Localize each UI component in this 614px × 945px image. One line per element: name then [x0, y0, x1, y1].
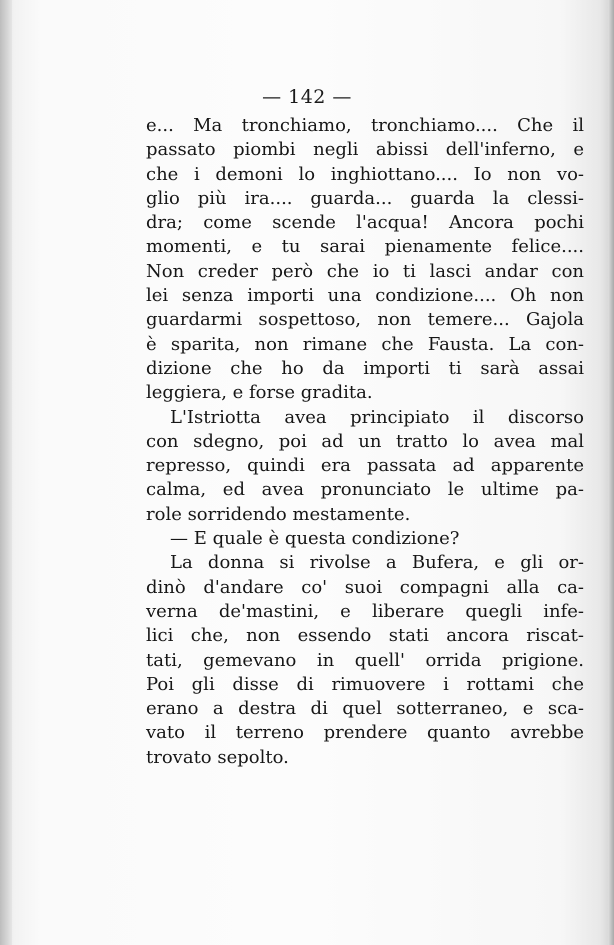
text-line: con sdegno, poi ad un tratto lo avea mal	[146, 430, 584, 452]
text-line: dra; come scende l'acqua! Ancora pochi	[146, 212, 584, 234]
text-line: passato piombi negli abissi dell'inferno, e	[146, 139, 584, 161]
text-line: lei senza importi una condizione.... Oh non	[146, 285, 584, 307]
text-line: verna de'mastini, e liberare quegli infe-	[146, 600, 584, 622]
body-text	[146, 114, 584, 770]
text-line: lici che, non essendo stati ancora riscat-	[146, 625, 584, 647]
text-line: erano a destra di quel sotterraneo, e sca-	[146, 698, 584, 720]
page-gutter-shadow	[0, 0, 12, 945]
text-line: dizione che ho da importi ti sarà assai	[146, 357, 584, 379]
text-line: glio più ira.... guarda... guarda la clessi-	[146, 187, 584, 209]
text-line: — E quale è questa condizione?	[170, 528, 460, 550]
text-line: momenti, e tu sarai pienamente felice....	[146, 236, 584, 258]
text-line: è sparita, non rimane che Fausta. La con-	[146, 333, 584, 355]
text-line: L'Istriotta avea principiato il discorso	[170, 406, 584, 428]
text-line: Poi gli disse di rimuovere i rottami che	[146, 673, 584, 695]
page-edge-shadow	[608, 0, 614, 945]
text-line: Non creder però che io ti lasci andar con	[146, 260, 584, 282]
text-line: calma, ed avea pronunciato le ultime pa-	[146, 479, 584, 501]
text-line: role sorridendo mestamente.	[146, 503, 411, 525]
text-line: e... Ma tronchiamo, tronchiamo.... Che il	[146, 115, 584, 136]
text-line: guardarmi sospettoso, non temere... Gajola	[146, 309, 584, 331]
page-number: — 142 —	[262, 86, 352, 108]
text-line: tati, gemevano in quell' orrida prigione.	[146, 649, 584, 671]
text-line: La donna si rivolse a Bufera, e gli or-	[170, 552, 584, 574]
text-line: che i demoni lo inghiottano.... Io non vo-	[146, 163, 584, 185]
text-line: leggiera, e forse gradita.	[146, 382, 373, 404]
text-line: dinò d'andare co' suoi compagni alla ca-	[146, 576, 584, 598]
text-line: represso, quindi era passata ad apparente	[146, 455, 584, 477]
text-line: vato il terreno prendere quanto avrebbe	[146, 722, 584, 744]
text-line: trovato sepolto.	[146, 746, 289, 768]
